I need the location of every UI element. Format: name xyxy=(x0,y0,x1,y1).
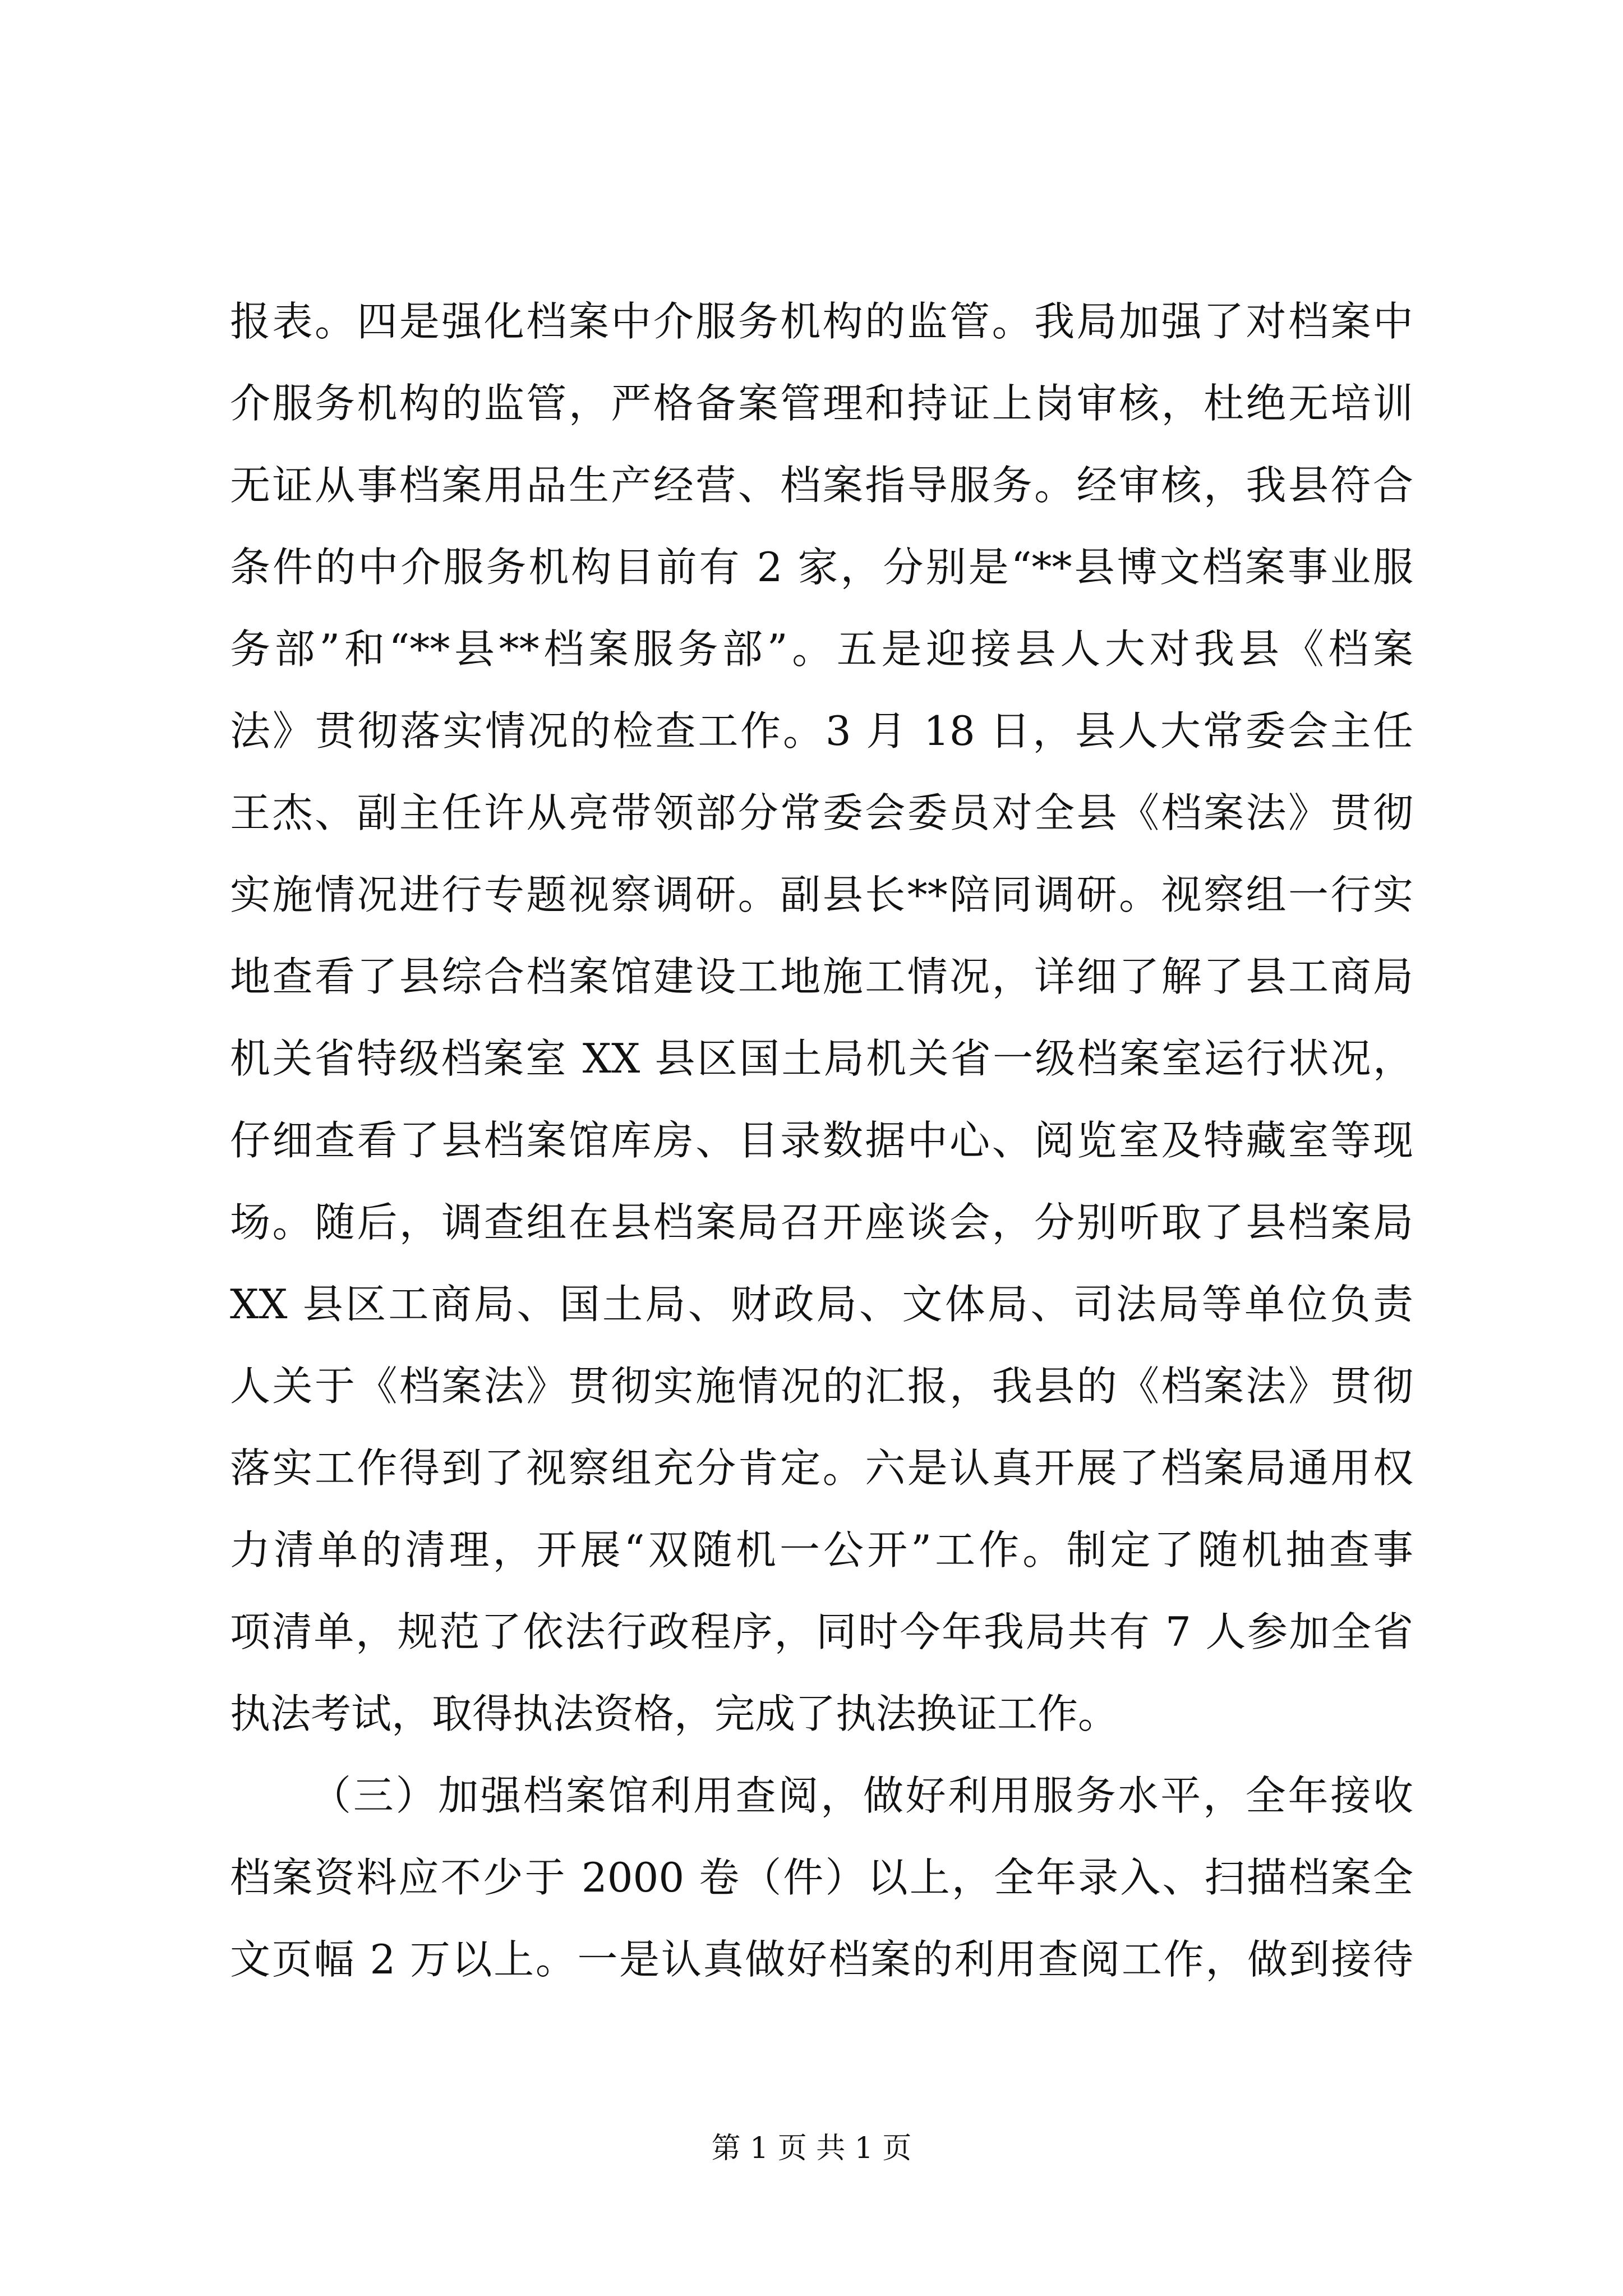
text-line-19: （三）加强档案馆利用查阅，做好利用服务水平，全年接收 xyxy=(311,1772,1413,1819)
text-line-7: 王杰、副主任许从亮带领部分常委会委员对全县《档案法》贯彻 xyxy=(230,789,1413,836)
document-body xyxy=(230,280,1413,2000)
text-line-3: 无证从事档案用品生产经营、档案指导服务。经审核，我县符合 xyxy=(230,462,1413,509)
text-line-2: 介服务机构的监管，严格备案管理和持证上岗审核，杜绝无培训 xyxy=(230,380,1413,427)
text-line-11: 仔细查看了县档案馆库房、目录数据中心、阅览室及特藏室等现 xyxy=(230,1117,1413,1164)
text-line-16: 力清单的清理，开展“双随机一公开”工作。制定了随机抽查事 xyxy=(230,1526,1413,1573)
text-line-1: 报表。四是强化档案中介服务机构的监管。我局加强了对档案中 xyxy=(230,298,1413,345)
page-footer: 第 1 页 共 1 页 xyxy=(711,2132,912,2165)
text-line-17: 项清单，规范了依法行政程序，同时今年我局共有 7 人参加全省 xyxy=(230,1608,1413,1655)
text-line-10: 机关省特级档案室 XX 县区国土局机关省一级档案室运行状况， xyxy=(230,1035,1413,1082)
text-line-5: 务部”和“**县**档案服务部”。五是迎接县人大对我县《档案 xyxy=(230,625,1413,673)
text-line-9: 地查看了县综合档案馆建设工地施工情况，详细了解了县工商局 xyxy=(230,953,1413,1000)
text-line-18: 执法考试，取得执法资格，完成了执法换证工作。 xyxy=(230,1690,1119,1737)
text-line-8: 实施情况进行专题视察调研。副县长**陪同调研。视察组一行实 xyxy=(230,871,1413,918)
text-line-13: XX 县区工商局、国土局、财政局、文体局、司法局等单位负责 xyxy=(230,1281,1413,1328)
text-line-21: 文页幅 2 万以上。一是认真做好档案的利用查阅工作，做到接待 xyxy=(230,1936,1413,1983)
text-line-15: 落实工作得到了视察组充分肯定。六是认真开展了档案局通用权 xyxy=(230,1444,1413,1492)
text-line-4: 条件的中介服务机构目前有 2 家，分别是“**县博文档案事业服 xyxy=(230,544,1413,591)
text-line-12: 场。随后，调查组在县档案局召开座谈会，分别听取了县档案局 xyxy=(230,1199,1413,1246)
text-line-14: 人关于《档案法》贯彻实施情况的汇报，我县的《档案法》贯彻 xyxy=(230,1363,1413,1410)
text-line-6: 法》贯彻落实情况的检查工作。3 月 18 日，县人大常委会主任 xyxy=(230,707,1413,754)
text-line-20: 档案资料应不少于 2000 卷（件）以上，全年录入、扫描档案全 xyxy=(230,1854,1413,1901)
